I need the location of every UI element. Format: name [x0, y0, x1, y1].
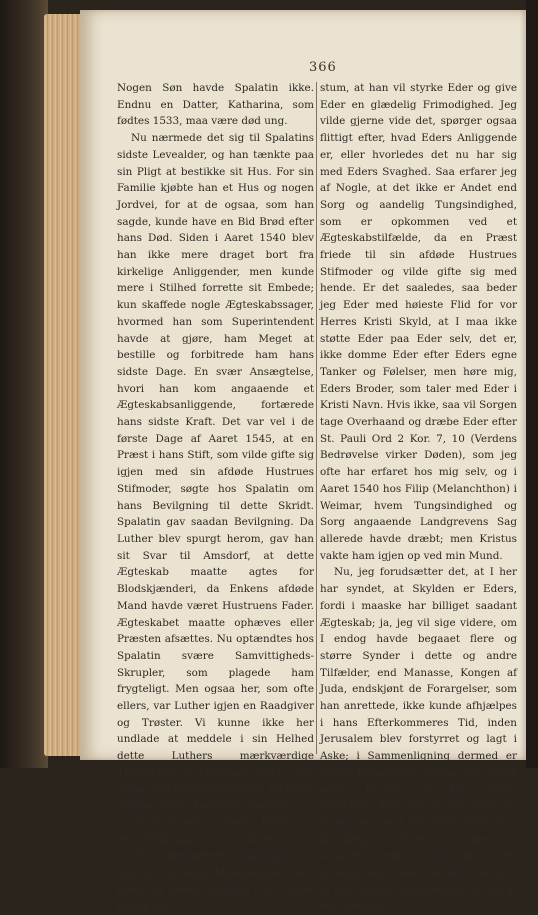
paragraph: Nu nærmede det sig til Spalatins sidste Levealder, og han tænkte paa sin Pligt at bestikke sit Hus. For sin Familie kjøbte han et Hus og nogen Jordvei, for at de ogsaa, som han sagde, kunde have en Bid Brød efter hans Død. Siden i Aaret 1540 blev han ikke mere draget bort fra kirkelige Anliggender, men kunde mere i Stilhed forrette sit Embede; kun skaffede nogle Ægteskabssager, hvormed han som Superintendent havde at gjøre, ham Meget at bestille og forbitrede ham hans sidste Dage. En svær Ansægtelse, hvori han kom angaaende et Ægteskabsanliggende, fortærede hans sidste Kraft. Det var vel i de første Dage af Aaret 1545, at en Præst i hans Stift, som vilde gifte sig igjen med sin afdøde Hustrues Stifmoder, søgte hos Spalatin om hans Bevilgning til dette Skridt. Spalatin gav saadan Bevilgning. Da Luther blev spurgt herom, gav han sit Svar til Amsdorf, at dette Ægteskab maatte agtes for Blodskjænderi, da Enkens afdøde Mand havde været Hustruens Fader. Ægteskabet maatte ophæves eller Præsten afsættes. Nu optændtes hos Spalatin svære Samvittigheds-Skrupler, som plagede ham frygteligt. Men ogsaa her, som ofte ellers, var Luther igjen en Raadgiver og Trøster. Vi kunne ikke her undlade at meddele i sin Helhed dette Luthers mærkværdige Trøstebrev (af 21de Aug. 1544), som ogsaa kan blive en Trøstens Kilde for mange Andre. Det lyder saaledes:	[117, 132, 314, 813]
page-edges	[44, 14, 84, 756]
paragraph: Nogen Søn havde Spalatin ikke. Endnu en Datter, Katharina, som fødtes 1533, maa være død ung.	[117, 82, 314, 128]
book-cover-right	[526, 0, 538, 768]
paragraph: „Guds Naade og Fred i Kristo, og den Hellig-Aands Trøst! Amen.	[117, 816, 314, 846]
book-cover-left	[0, 0, 48, 768]
paragraph: Nu, jeg forudsætter det, at I her har syndet, at Skylden er Eders, fordi i maaske har billiget saadant Ægteskab; ja, jeg vil sige videre, om I endog havde begaaet flere og større Synder i dette og andre Tilfælder, end Manasse, Kongen af Juda, endskjønt de Forargelser, som han anrettede, ikke kunde afhjælpes i hans Efterkommeres Tid, inden Jerusalem blev forstyrret og lagt i Aske; i Sammenligning dermed er Eders Forargelse ganske let, dertil ogsaa timelig, og kan derfor afhjælpes. Men lad det nu være saa (siger jeg), at I har Skyld deri, vil I da bekymre Eder til Døden og saaledes endnu forsynde Eder grueligt mod Gud, om det sker, at I af stor Lidelse forsmægter og dør af stor Lidelse	[320, 566, 517, 913]
book-page	[80, 10, 526, 913]
left-text-column	[117, 80, 314, 915]
paragraph: Min allerkjæreste Spalatin! jeg har en hjertelig Medlidenhed med Eder og beder inderlig vor Herre Jesum Kri-	[117, 850, 314, 913]
page-number: 366	[309, 60, 337, 75]
paragraph: stum, at han vil styrke Eder og give Eder en glædelig Frimodighed. Jeg vilde gjerne vide det, spørger ogsaa flittigt efter, hvad Eders Anliggende er, eller hvorledes det nu har sig med Eders Svaghed. Saa erfarer jeg af Nogle, at det ikke er Andet end Sorg og aandelig Tungsindighed, som er opkommen ved et Ægteskabstilfælde, da en Præst friede til sin afdøde Hustrues Stifmoder og vilde gifte sig med hende. Er det saaledes, saa beder jeg Eder med høieste Flid for vor Herres Kristi Skyld, at I maa ikke støtte Eder paa Eder selv, det er, ikke domme Eder efter Eders egne Tanker og Følelser, men høre mig, Eders Broder, som taler med Eder i Kristi Navn. Hvis ikke, saa vil Sorgen tage Overhaand og dræbe Eder efter St. Pauli Ord 2 Kor. 7, 10 (Verdens Bedrøvelse virker Døden), som jeg ofte har erfaret hos mig selv, og i Aaret 1540 hos Filip (Melanchthon) i Weimar, hvem Tungsindighed og Sorg angaaende Landgrevens Sag allerede havde dræbt; men Kristus vakte ham igjen op ved min Mund.	[320, 82, 517, 562]
column-divider	[316, 82, 317, 754]
right-text-column	[320, 80, 517, 915]
